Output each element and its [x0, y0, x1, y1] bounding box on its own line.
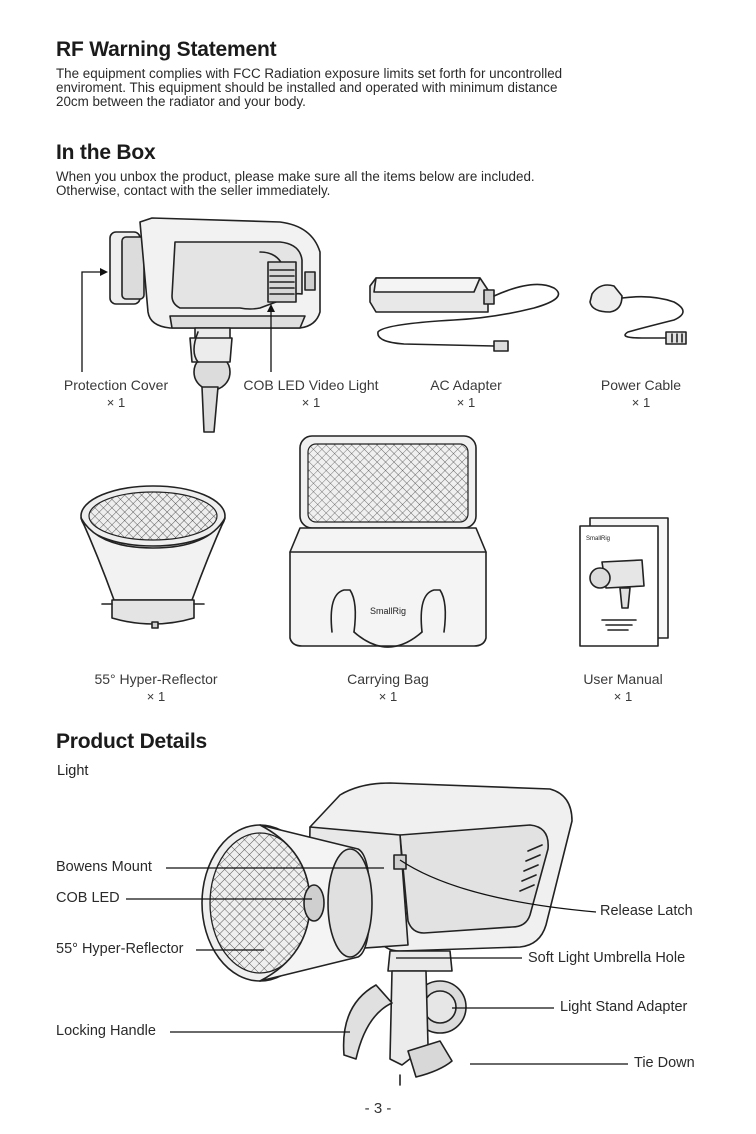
item-cob-led-video-light-label: COB LED Video Light — [243, 377, 379, 393]
callout-hyper-reflector: 55° Hyper-Reflector — [56, 941, 184, 957]
rf-warning-body: The equipment complies with FCC Radiation exposure limits set forth for uncontrolled enviroment. This equipment should be installed and operated with minimum distance 20cm between the radiator and your body. — [56, 66, 563, 109]
item-carrying-bag-qty: × 1 — [378, 689, 398, 704]
callout-locking-handle: Locking Handle — [56, 1023, 156, 1039]
manual-brand-logo: SmallRig — [586, 536, 611, 542]
page-number: - 3 - — [364, 1100, 392, 1117]
item-protection-cover-qty: × 1 — [106, 395, 126, 410]
item-power-cable-qty: × 1 — [631, 395, 651, 410]
item-ac-adapter-label: AC Adapter — [430, 377, 502, 393]
item-hyper-reflector-label: 55° Hyper-Reflector — [94, 671, 218, 687]
item-carrying-bag-label: Carrying Bag — [347, 671, 429, 687]
in-the-box-title: In the Box — [56, 141, 156, 164]
item-cob-led-video-light-qty: × 1 — [301, 395, 321, 410]
item-user-manual-label: User Manual — [583, 671, 663, 687]
in-the-box-body: When you unbox the product, please make sure all the items below are included. Otherwise, contact with the seller immediately. — [56, 169, 535, 198]
callout-light-stand-adapter: Light Stand Adapter — [560, 999, 688, 1015]
rf-warning-title: RF Warning Statement — [56, 38, 277, 61]
bag-brand-logo: SmallRig — [370, 606, 407, 616]
item-ac-adapter-qty: × 1 — [456, 395, 476, 410]
callout-cob-led: COB LED — [56, 890, 120, 906]
callout-bowens-mount: Bowens Mount — [56, 859, 152, 875]
callout-soft-light-umbrella-hole: Soft Light Umbrella Hole — [528, 950, 686, 966]
callout-release-latch: Release Latch — [600, 903, 693, 919]
product-details-title: Product Details — [56, 730, 208, 753]
item-power-cable-label: Power Cable — [600, 377, 682, 393]
item-protection-cover-label: Protection Cover — [63, 377, 169, 393]
item-hyper-reflector-qty: × 1 — [146, 689, 166, 704]
callout-tie-down: Tie Down — [634, 1055, 695, 1071]
item-user-manual-qty: × 1 — [613, 689, 633, 704]
product-details-subtitle: Light — [57, 763, 89, 779]
